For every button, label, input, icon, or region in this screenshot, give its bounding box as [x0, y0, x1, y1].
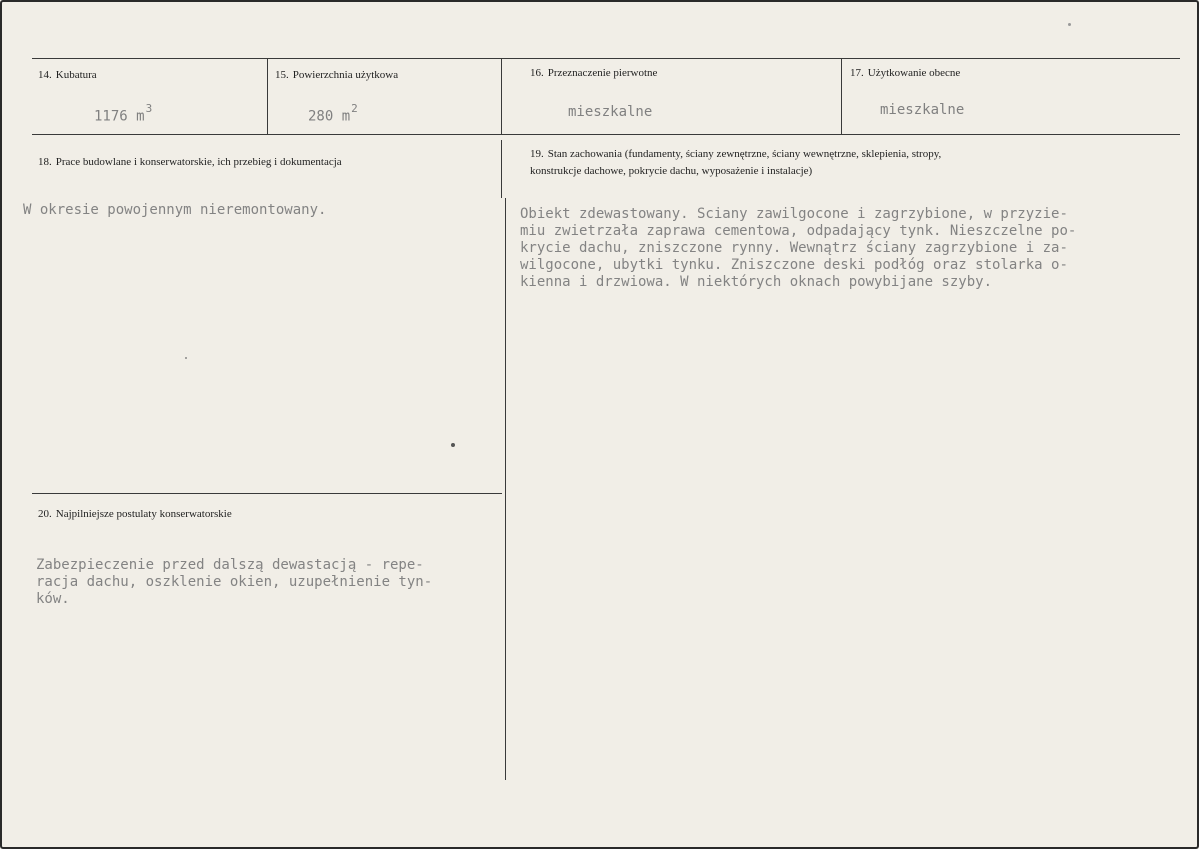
- powierzchnia-unit-exponent: 2: [351, 102, 358, 115]
- divider-16-17: [841, 59, 842, 134]
- field-title: Najpilniejsze postulaty konserwatorskie: [55, 508, 232, 520]
- field-18-label: [38, 155, 342, 169]
- field-title: Prace budowlane i konserwatorskie, ich przebieg i dokumentacja: [55, 156, 342, 168]
- stan-line: miu zwietrzała zaprawa cementowa, odpadający tynk. Nieszczelne po-: [520, 223, 1077, 239]
- stan-line: Obiekt zdewastowany. Sciany zawilgocone i zagrzybione, w przyzie-: [520, 206, 1068, 222]
- field-16-label: [530, 66, 657, 80]
- divider-15-16: [501, 59, 502, 134]
- field-title: Kubatura: [55, 69, 97, 81]
- field-title: Powierzchnia użytkowa: [292, 69, 399, 81]
- postulaty-line: ków.: [36, 591, 70, 607]
- field-title-line-2: konstrukcje dachowe, pokrycie dachu, wyposażenie i instalacje): [530, 165, 813, 177]
- divider-18-19: [505, 198, 506, 780]
- field-14-label: [38, 68, 97, 82]
- field-15-label: [275, 68, 398, 82]
- prace-text: W okresie powojennym nieremontowany.: [23, 202, 327, 218]
- field-number: 14.: [38, 69, 52, 81]
- postulaty-line: Zabezpieczenie przed dalszą dewastacją - repe-: [36, 557, 424, 573]
- field-number: 15.: [275, 69, 289, 81]
- field-number: 17.: [850, 67, 864, 79]
- przeznaczenie-value: mieszkalne: [568, 104, 653, 120]
- powierzchnia-number: 280 m: [308, 108, 351, 125]
- field-19-label: [530, 146, 941, 180]
- field-title-line-1: Stan zachowania (fundamenty, ściany zewnętrzne, ściany wewnętrzne, sklepienia, stropy,: [547, 148, 942, 160]
- stan-line: wilgocone, ubytki tynku. Zniszczone deski podłóg oraz stolarka o-: [520, 257, 1068, 273]
- ink-speck: [185, 357, 187, 359]
- stan-line: kienna i drzwiowa. W niektórych oknach powybijane szyby.: [520, 274, 993, 290]
- divider-18-19-top: [501, 140, 502, 198]
- field-20-label: [38, 507, 232, 521]
- kubatura-number: 1176 m: [94, 108, 145, 125]
- ink-speck: [1068, 23, 1071, 26]
- ink-speck: [451, 443, 455, 447]
- top-rule: [32, 58, 1180, 59]
- uzytkowanie-value: mieszkalne: [880, 102, 965, 118]
- field-title: Przeznaczenie pierwotne: [547, 67, 658, 79]
- postulaty-line: racja dachu, oszklenie okien, uzupełnienie tyn-: [36, 574, 433, 590]
- section-20-rule: [32, 493, 502, 494]
- field-number: 16.: [530, 67, 544, 79]
- kubatura-unit-exponent: 3: [145, 102, 153, 115]
- stan-line: krycie dachu, zniszczone rynny. Wewnątrz ściany zagrzybione i za-: [520, 240, 1068, 256]
- field-number: 18.: [38, 156, 52, 168]
- powierzchnia-value: [308, 102, 358, 125]
- field-number: 19.: [530, 148, 544, 160]
- field-17-label: [850, 66, 960, 80]
- field-title: Użytkowanie obecne: [867, 67, 961, 79]
- kubatura-value: [94, 102, 153, 125]
- field-number: 20.: [38, 508, 52, 520]
- middle-rule: [32, 134, 1180, 135]
- divider-14-15: [267, 59, 268, 134]
